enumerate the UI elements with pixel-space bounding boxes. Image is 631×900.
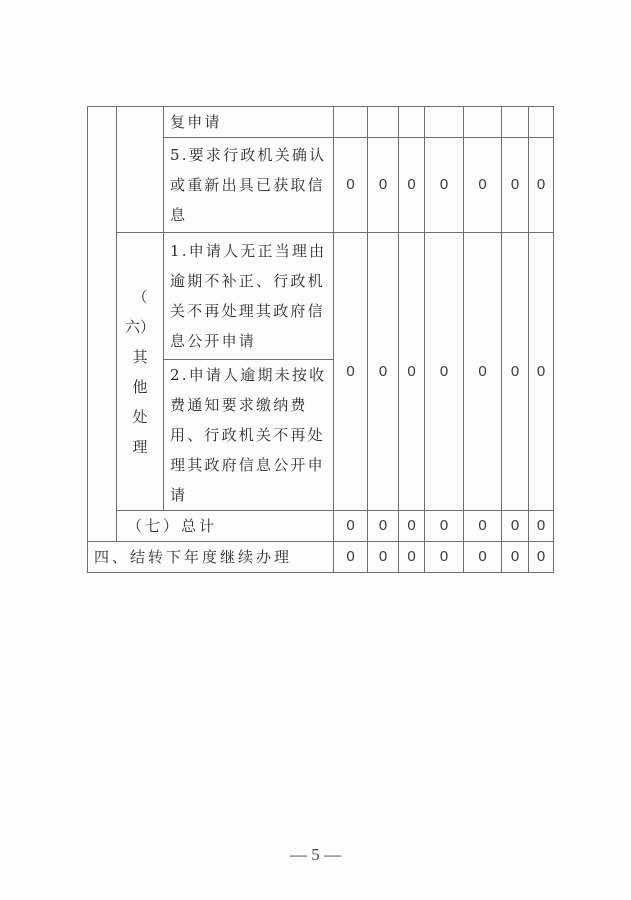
value-cell: 0 (529, 511, 554, 542)
table-row-total (88, 511, 554, 542)
value-cell (425, 107, 464, 138)
value-cell: 0 (368, 138, 399, 233)
value-cell: 0 (399, 233, 425, 511)
value-cell: 0 (334, 138, 368, 233)
value-cell: 0 (464, 542, 502, 573)
row-label: 四、结转下年度继续办理 (88, 542, 334, 573)
value-cell: 0 (529, 542, 554, 573)
value-cell: 0 (464, 233, 502, 511)
outer-section-cell (88, 107, 117, 542)
value-cell: 0 (502, 233, 529, 511)
page-number: — 5 — (290, 845, 341, 864)
table-row-section6-sub1 (88, 233, 554, 360)
value-cell: 0 (399, 511, 425, 542)
value-cell: 0 (502, 542, 529, 573)
statistics-table (87, 106, 554, 573)
value-cell: 0 (334, 542, 368, 573)
value-cell: 0 (529, 138, 554, 233)
value-cell (464, 107, 502, 138)
section6-group-label (117, 233, 164, 511)
value-cell: 0 (502, 511, 529, 542)
value-cell: 0 (368, 233, 399, 511)
value-cell: 0 (502, 138, 529, 233)
value-cell: 0 (334, 511, 368, 542)
group-label-char: （ (132, 287, 148, 306)
value-cell: 0 (425, 138, 464, 233)
value-cell: 0 (399, 542, 425, 573)
value-cell: 0 (425, 542, 464, 573)
value-cell: 0 (529, 233, 554, 511)
group-label-char: 其 (132, 347, 148, 366)
section5-group-cell (117, 107, 164, 233)
value-cell (502, 107, 529, 138)
value-cell (334, 107, 368, 138)
row-label: 5.要求行政机关确认或重新出具已获取信息 (164, 138, 334, 233)
group-label-char: 六） (124, 317, 155, 336)
value-cell: 0 (425, 233, 464, 511)
row-label: 1.申请人无正当理由逾期不补正、行政机关不再处理其政府信息公开申请 (164, 233, 334, 360)
value-cell (368, 107, 399, 138)
table-row-carryover (88, 542, 554, 573)
value-cell (399, 107, 425, 138)
value-cell: 0 (425, 511, 464, 542)
table-row-continuation (88, 107, 554, 138)
row-label: 2.申请人逾期未按收费通知要求缴纳费用、行政机关不再处理其政府信息公开申请 (164, 360, 334, 511)
group-label-char: 处 (132, 407, 148, 426)
value-cell: 0 (464, 138, 502, 233)
value-cell (529, 107, 554, 138)
group-label-char: 他 (132, 377, 148, 396)
value-cell: 0 (399, 138, 425, 233)
row-label: （七）总计 (117, 511, 334, 542)
value-cell: 0 (368, 511, 399, 542)
value-cell: 0 (334, 233, 368, 511)
row-label: 复申请 (164, 107, 334, 138)
group-label-char: 理 (132, 437, 148, 456)
value-cell: 0 (464, 511, 502, 542)
value-cell: 0 (368, 542, 399, 573)
